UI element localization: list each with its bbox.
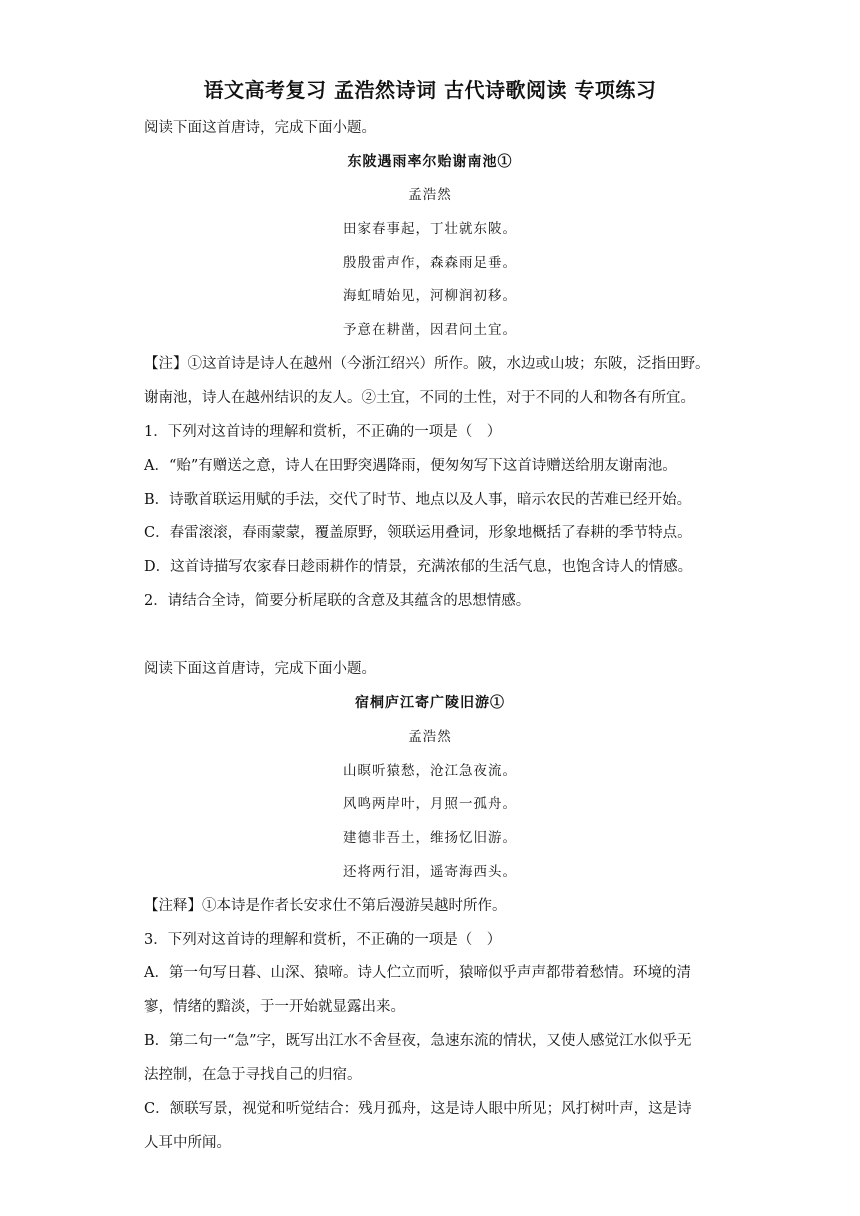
section1-intro: 阅读下面这首唐诗，完成下面小题。 — [144, 120, 376, 136]
poem1-line: 殷殷雷声作，森森雨足垂。 — [343, 255, 517, 271]
question-1: 1．下列对这首诗的理解和赏析，不正确的一项是（ ） — [144, 424, 502, 440]
section2-intro: 阅读下面这首唐诗，完成下面小题。 — [144, 661, 376, 677]
poem2-line: 山暝听猿愁，沧江急夜流。 — [343, 763, 517, 779]
poem2-line: 建德非吾土，维扬忆旧游。 — [343, 830, 517, 846]
poem1-note: 谢南池，诗人在越州结识的友人。②土宜，不同的土性，对于不同的人和物各有所宜。 — [144, 390, 695, 406]
poem2-title: 宿桐庐江寄广陵旧游① — [355, 695, 505, 711]
poem2-author: 孟浩然 — [408, 729, 452, 745]
poem2-line: 风鸣两岸叶，月照一孤舟。 — [343, 796, 517, 812]
poem1-title: 东陂遇雨率尔贻谢南池① — [347, 154, 513, 170]
document-title: 语文高考复习 孟浩然诗词 古代诗歌阅读 专项练习 — [203, 78, 657, 102]
poem1-note: 【注】①这首诗是诗人在越州（今浙江绍兴）所作。陂，水边或山坡；东陂，泛指田野。 — [144, 356, 710, 372]
question-1-option-d: D．这首诗描写农家春日趁雨耕作的情景，充满浓郁的生活气息，也饱含诗人的情感。 — [144, 559, 693, 575]
question-3-option-b: B．第二句一“急”字，既写出江水不舍昼夜，急速东流的情状，又使人感觉江水似乎无 — [144, 1033, 692, 1049]
question-3-option-b-cont: 法控制，在急于寻找自己的归宿。 — [144, 1067, 362, 1083]
poem2-line: 还将两行泪，遥寄海西头。 — [343, 864, 517, 880]
poem1-line: 海虹晴始见，河柳润初移。 — [343, 288, 517, 304]
question-1-option-b: B．诗歌首联运用赋的手法，交代了时节、地点以及人事，暗示农民的苦难已经开始。 — [144, 492, 692, 508]
poem1-author: 孟浩然 — [408, 187, 452, 203]
question-3: 3．下列对这首诗的理解和赏析，不正确的一项是（ ） — [144, 932, 502, 948]
question-2: 2．请结合全诗，简要分析尾联的含意及其蕴含的思想情感。 — [144, 593, 531, 609]
question-1-option-c: C．春雷滚滚，春雨蒙蒙，覆盖原野，领联运用叠词，形象地概括了春耕的季节特点。 — [144, 525, 692, 541]
question-3-option-c: C．颔联写景，视觉和听觉结合：残月孤舟，这是诗人眼中所见；风打树叶声，这是诗 — [144, 1101, 692, 1117]
question-3-option-a: A．第一句写日暮、山深、猿啼。诗人伫立而听，猿啼似乎声声都带着愁情。环境的清 — [144, 965, 691, 981]
poem1-line: 予意在耕凿，因君问土宜。 — [343, 322, 517, 338]
question-3-option-a-cont: 寥，情绪的黯淡，于一开始就显露出来。 — [144, 999, 405, 1015]
question-3-option-c-cont: 人耳中所闻。 — [144, 1135, 231, 1151]
question-1-option-a: A．“贻”有赠送之意，诗人在田野突遇降雨，便匆匆写下这首诗赠送给朋友谢南池。 — [144, 458, 677, 474]
poem2-note: 【注释】①本诗是作者长安求仕不第后漫游吴越时所作。 — [144, 898, 507, 914]
poem1-line: 田家春事起，丁壮就东陂。 — [343, 221, 517, 237]
